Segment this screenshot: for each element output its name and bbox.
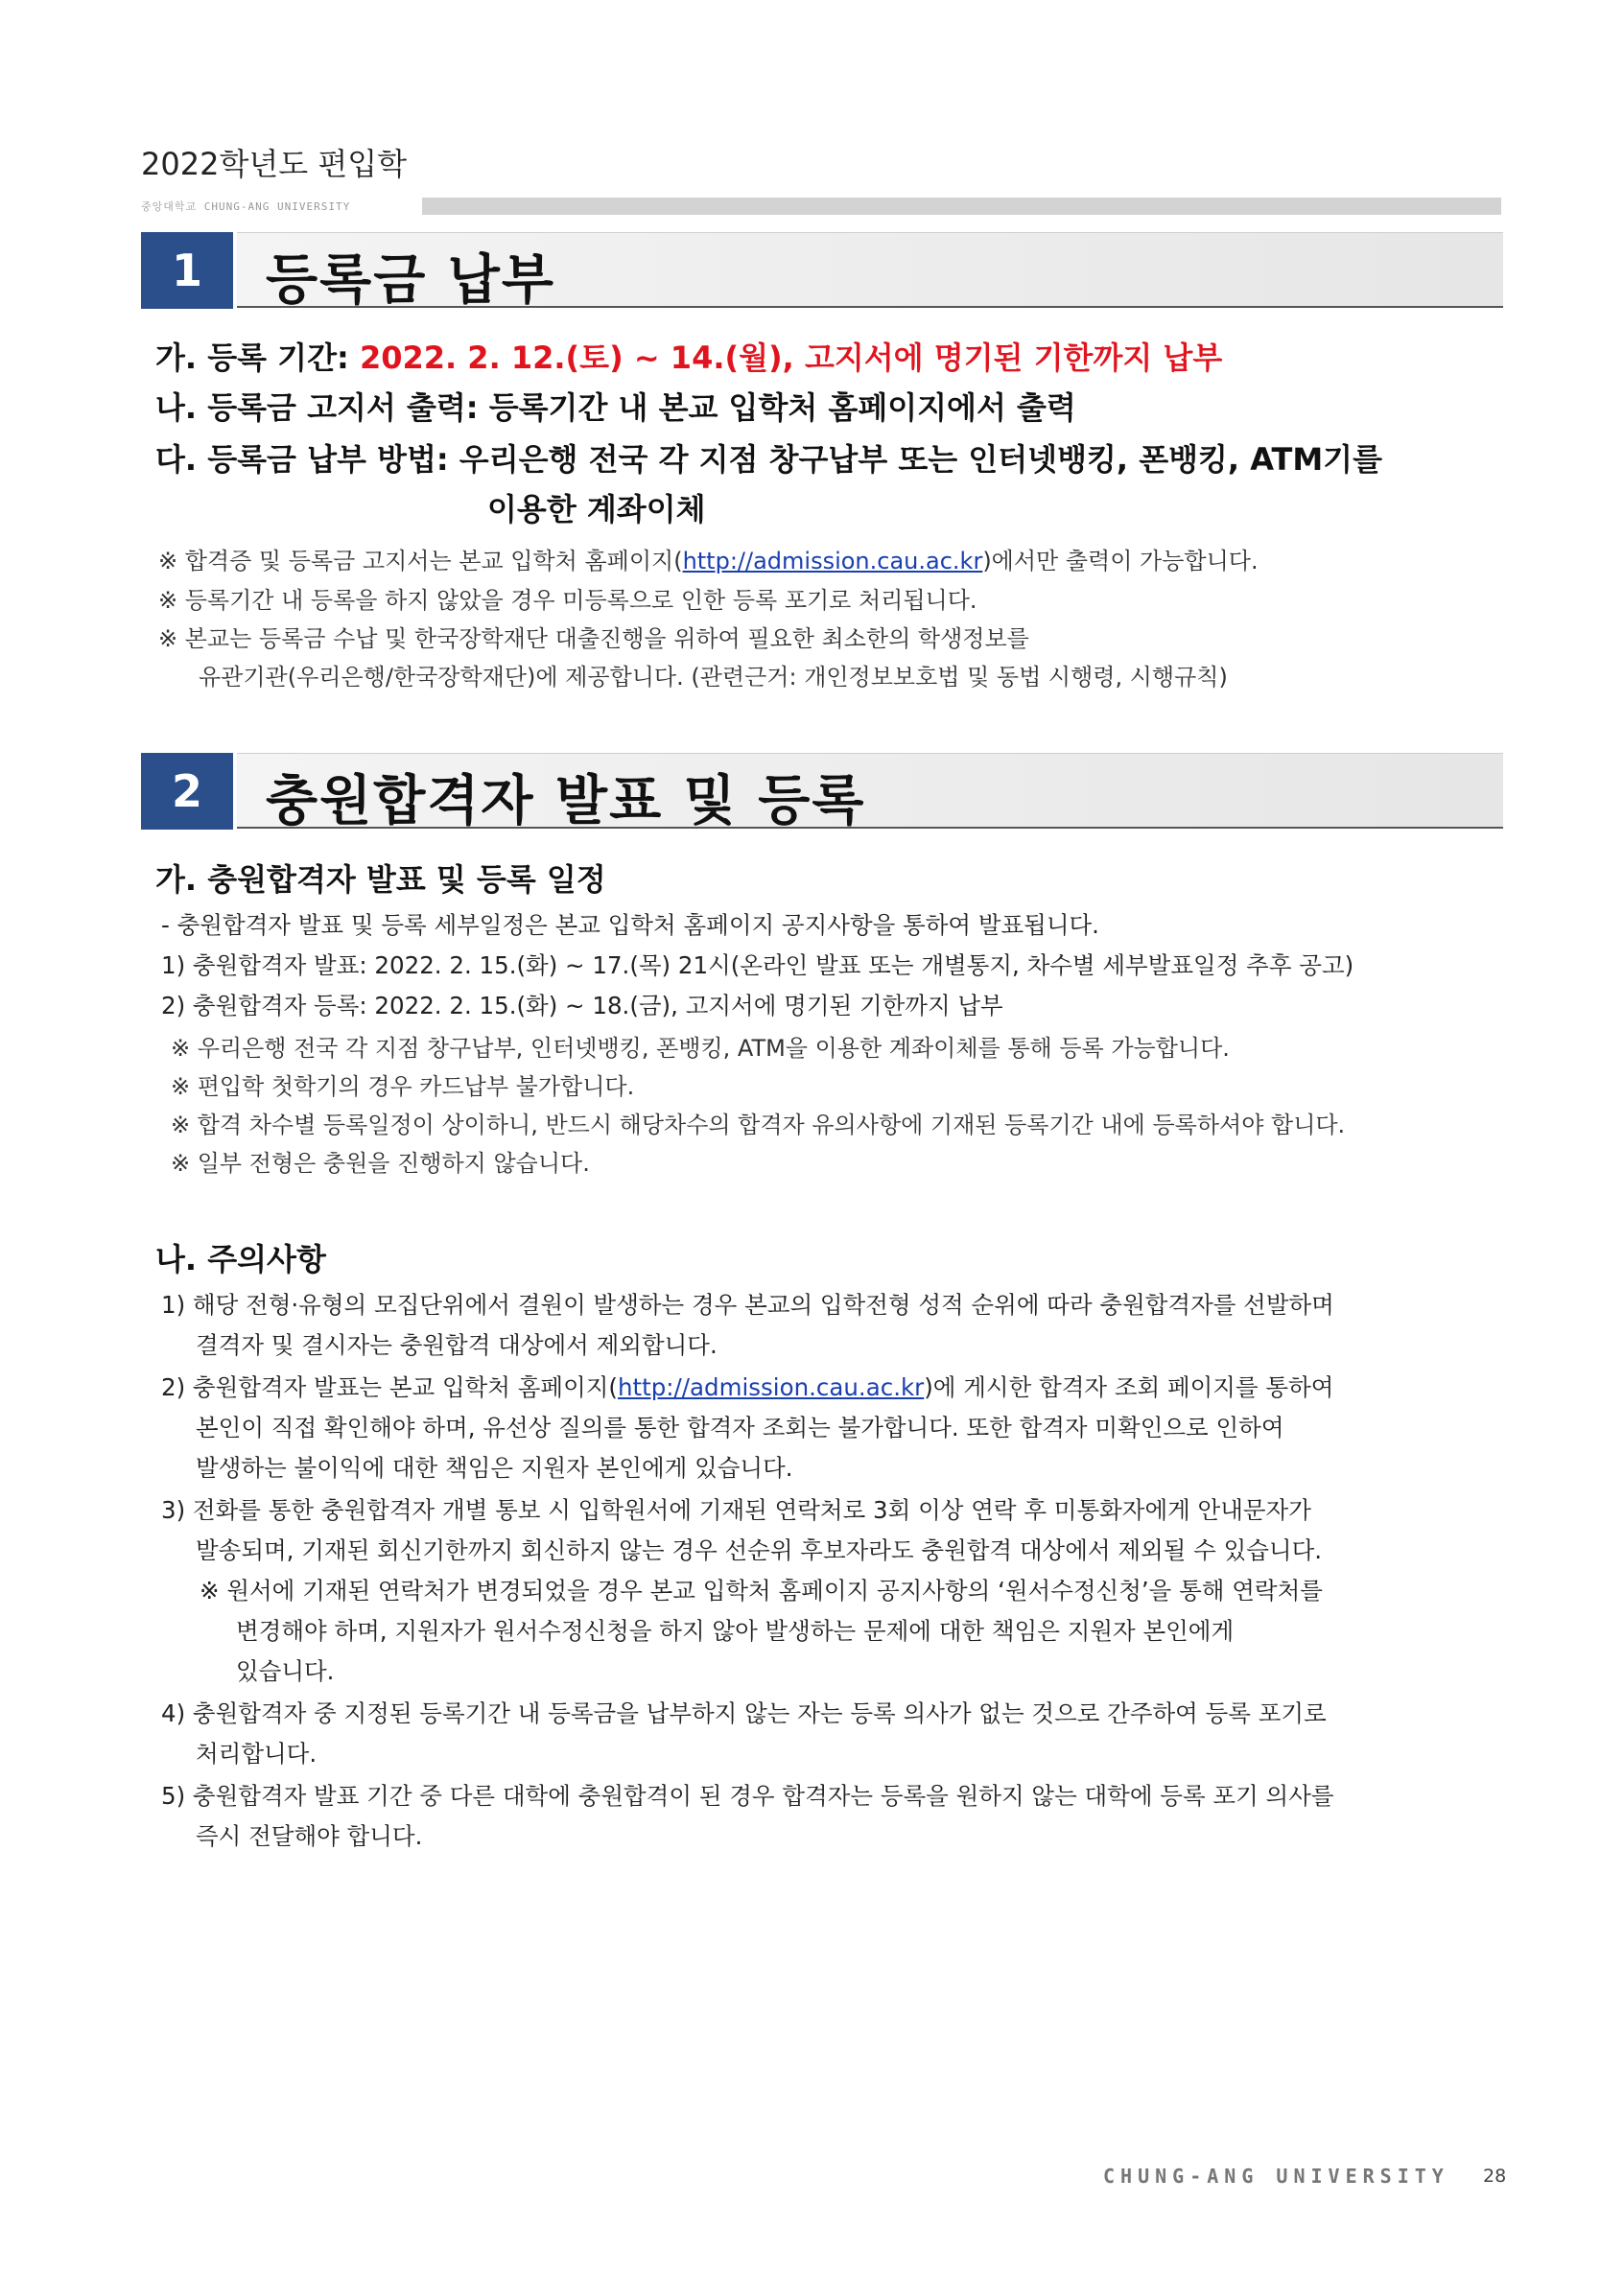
- s2-b-item-2a-pre: 2) 충원합격자 발표는 본교 입학처 홈페이지(: [161, 1373, 618, 1401]
- section-2-number: 2: [141, 753, 233, 830]
- s2-a-note-2: ※ 편입학 첫학기의 경우 카드납부 불가합니다.: [171, 1073, 635, 1100]
- s2-b-item-3a: 3) 전화를 통한 충원합격자 개별 통보 시 입학원서에 기재된 연락처로 3회 이상 연락 후 미통화자에게 안내문자가: [161, 1496, 1311, 1524]
- payment-method-line-2: 이용한 계좌이체: [487, 491, 706, 527]
- s1-note-1-pre: ※ 합격증 및 등록금 고지서는 본교 입학처 홈페이지(: [158, 548, 683, 574]
- s1-note-1: [158, 542, 1259, 575]
- section-1-header: [141, 232, 1503, 312]
- header-rule: [422, 198, 1501, 215]
- s2-a-note-4: ※ 일부 전형은 충원을 진행하지 않습니다.: [171, 1150, 590, 1177]
- reg-period-line: [155, 334, 1222, 378]
- admission-link-1[interactable]: http://admission.cau.ac.kr: [682, 548, 983, 574]
- s2-b-item-3b: 발송되며, 기재된 회신기한까지 회신하지 않는 경우 선순위 후보자라도 충원합격 대상에서 제외될 수 있습니다.: [196, 1536, 1323, 1564]
- section-1-number: 1: [141, 232, 233, 309]
- page-header-title: 2022학년도 편입학: [141, 146, 408, 182]
- s2-b-red-note-1: ※ 원서에 기재된 연락처가 변경되었을 경우 본교 입학처 홈페이지 공지사항의 ‘원서수정신청’을 통해 연락처를: [200, 1577, 1323, 1605]
- s2-b-item-5a: 5) 충원합격자 발표 기간 중 다른 대학에 충원합격이 된 경우 합격자는 등록을 원하지 않는 대학에 등록 포기 의사를: [161, 1782, 1334, 1810]
- s2-b-item-1b: 결격자 및 결시자는 충원합격 대상에서 제외합니다.: [196, 1331, 718, 1359]
- section-2-title: 충원합격자 발표 및 등록: [266, 770, 866, 832]
- section-1-title: 등록금 납부: [266, 249, 555, 312]
- s2-b-heading: 나. 주의사항: [155, 1241, 326, 1277]
- s2-b-item-2c: 발생하는 불이익에 대한 책임은 지원자 본인에게 있습니다.: [196, 1454, 793, 1482]
- s2-b-item-2a: [161, 1370, 1333, 1403]
- s2-a-item-2: 2) 충원합격자 등록: 2022. 2. 15.(화) ~ 18.(금), 고지서에 명기된 기한까지 납부: [161, 992, 1003, 1019]
- invoice-print-line: 나. 등록금 고지서 출력: 등록기간 내 본교 입학처 홈페이지에서 출력: [155, 389, 1076, 426]
- s2-b-item-2b: 본인이 직접 확인해야 하며, 유선상 질의를 통한 합격자 조회는 불가합니다. 또한 합격자 미확인으로 인하여: [196, 1414, 1284, 1441]
- s2-b-item-5b: 즉시 전달해야 합니다.: [196, 1822, 423, 1850]
- section-2-header: [141, 753, 1503, 830]
- s2-a-note-1: ※ 우리은행 전국 각 지점 창구납부, 인터넷뱅킹, 폰뱅킹, ATM을 이용한 계좌이체를 통해 등록 가능합니다.: [171, 1035, 1230, 1062]
- s2-b-item-4a: 4) 충원합격자 중 지정된 등록기간 내 등록금을 납부하지 않는 자는 등록 의사가 없는 것으로 간주하여 등록 포기로: [161, 1699, 1327, 1727]
- page-number: 28: [1483, 2166, 1507, 2187]
- s2-a-note-3: ※ 합격 차수별 등록일정이 상이하니, 반드시 해당차수의 합격자 유의사항에 기재된 등록기간 내에 등록하셔야 합니다.: [171, 1112, 1346, 1138]
- s2-b-red-note-3: 있습니다.: [236, 1657, 335, 1685]
- s2-a-desc: - 충원합격자 발표 및 등록 세부일정은 본교 입학처 홈페이지 공지사항을 통하여 발표됩니다.: [161, 911, 1099, 939]
- header-subtitle: 중앙대학교 CHUNG-ANG UNIVERSITY: [141, 200, 351, 213]
- admission-link-2[interactable]: http://admission.cau.ac.kr: [617, 1373, 925, 1401]
- payment-method-line: 다. 등록금 납부 방법: 우리은행 전국 각 지점 창구납부 또는 인터넷뱅킹, 폰뱅킹, ATM기를: [155, 441, 1383, 478]
- s1-note-3: ※ 본교는 등록금 수납 및 한국장학재단 대출진행을 위하여 필요한 최소한의 학생정보를: [158, 625, 1029, 652]
- s1-note-2: ※ 등록기간 내 등록을 하지 않았을 경우 미등록으로 인한 등록 포기로 처리됩니다.: [158, 587, 977, 614]
- s2-a-item-1: 1) 충원합격자 발표: 2022. 2. 15.(화) ~ 17.(목) 21시(온라인 발표 또는 개별통지, 차수별 세부발표일정 추후 공고): [161, 951, 1354, 979]
- reg-period-label: 가. 등록 기간:: [155, 340, 360, 376]
- reg-period-value: 2022. 2. 12.(토) ~ 14.(월), 고지서에 명기된 기한까지 납부: [359, 340, 1223, 376]
- s2-b-item-2a-post: )에 게시한 합격자 조회 페이지를 통하여: [924, 1373, 1334, 1401]
- s2-b-item-4b: 처리합니다.: [196, 1740, 318, 1768]
- s2-b-item-1a: 1) 해당 전형·유형의 모집단위에서 결원이 발생하는 경우 본교의 입학전형 성적 순위에 따라 충원합격자를 선발하며: [161, 1291, 1334, 1319]
- s1-note-4: 유관기관(우리은행/한국장학재단)에 제공합니다. (관련근거: 개인정보보호법 및 동법 시행령, 시행규칙): [199, 664, 1228, 691]
- footer-brand: CHUNG-ANG UNIVERSITY: [1103, 2165, 1449, 2188]
- s2-b-red-note-2: 변경해야 하며, 지원자가 원서수정신청을 하지 않아 발생하는 문제에 대한 책임은 지원자 본인에게: [236, 1617, 1235, 1645]
- s2-a-heading: 가. 충원합격자 발표 및 등록 일정: [155, 861, 606, 898]
- s1-note-1-post: )에서만 출력이 가능합니다.: [982, 548, 1259, 574]
